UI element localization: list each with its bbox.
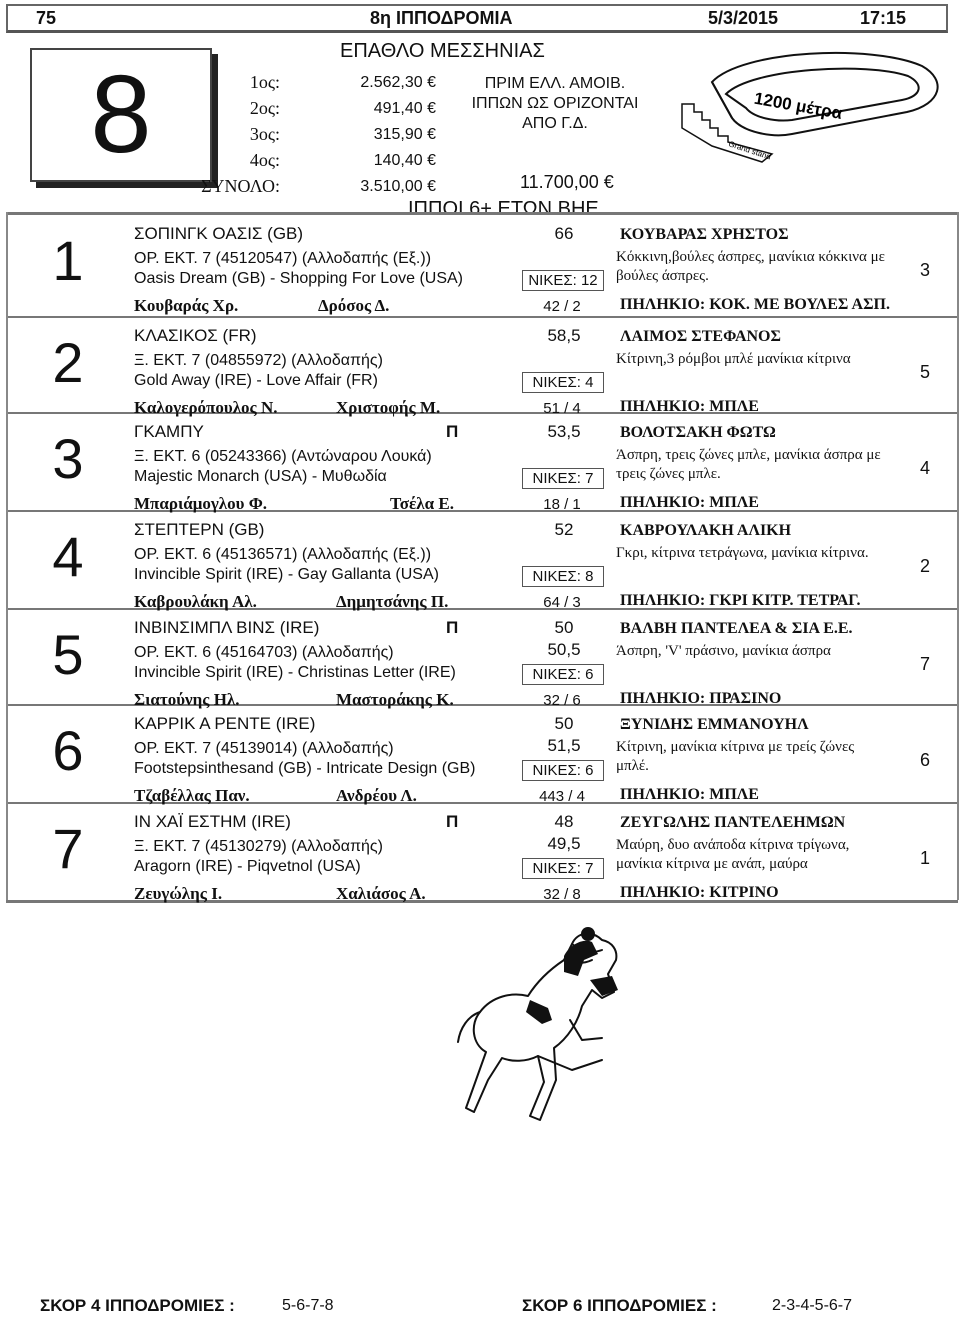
- horse-info: Ξ. ΕΚΤ. 6 (05243366) (Αντώναρου Λουκά): [134, 448, 432, 465]
- horse-name: ΚΑΡΡΙΚ Α ΡΕΝΤΕ (IRE): [134, 714, 316, 733]
- prize-label-4: 4ος:: [249, 150, 280, 170]
- meeting-title: 8η ΙΠΠΟΔΡΟΜΙΑ: [370, 8, 513, 28]
- owner-name: ΞΥΝΙΔΗΣ ΕΜΜΑΝΟΥΗΛ: [620, 716, 809, 733]
- horse-pedigree: Aragorn (IRE) - Piqvetnol (USA): [134, 858, 361, 875]
- weight: 48: [554, 812, 574, 831]
- horse-name: ΙΝ ΧΑΪ ΕΣΤΗΜ (IRE): [134, 812, 291, 831]
- cap-colors: ΠΗΛΗΚΙΟ: ΚΙΤΡΙΝΟ: [620, 884, 779, 901]
- score4-value: 5-6-7-8: [282, 1297, 334, 1314]
- weight-alt: 51,5: [547, 736, 581, 755]
- distance-label: 1200 μέτρα: [752, 88, 844, 123]
- horse-pedigree: Footstepsinthesand (GB) - Intricate Design (GB): [134, 760, 476, 777]
- prize-value-4: 140,40 €: [373, 152, 436, 169]
- prize-label-2: 2ος:: [249, 98, 280, 118]
- horse-flag: Π: [446, 618, 459, 637]
- silk-colors: Γκρι, κίτρινα τετράγωνα, μανίκια κίτρινα.: [616, 545, 869, 561]
- weight: 53,5: [547, 422, 581, 441]
- weight: 52: [554, 520, 574, 539]
- weight: 66: [554, 224, 574, 243]
- trainer-name: Χαλιάσος Α.: [336, 884, 426, 903]
- table-top-divider: [6, 212, 958, 215]
- silk-colors: Άσπρη, 'V' πράσινο, μανίκια άσπρα: [616, 643, 831, 659]
- wins-badge: ΝΙΚΕΣ: 7: [522, 858, 604, 879]
- weight-alt: 49,5: [547, 834, 581, 853]
- owner-name: ΒΑΛΒΗ ΠΑΝΤΕΛΕΑ & ΣΙΑ Ε.Ε.: [620, 620, 853, 637]
- odds: 443 / 4: [539, 788, 585, 805]
- silk-colors: Άσπρη, τρεις ζώνες μπλε, μανίκια άσπρα με τρεις ζώνες μπλε.: [616, 447, 881, 482]
- prize-label-3: 3ος:: [249, 124, 280, 144]
- wins-badge: ΝΙΚΕΣ: 4: [522, 372, 604, 393]
- track-map-icon: [672, 42, 952, 172]
- post-position: 1: [919, 848, 930, 868]
- wins-badge: ΝΙΚΕΣ: 6: [522, 760, 604, 781]
- horse-name: ΙΝΒΙΝΣΙΜΠΛ ΒΙΝΣ (IRE): [134, 618, 320, 637]
- horse-name: ΣΤΕΠΤΕΡΝ (GB): [134, 520, 265, 539]
- horse-flag: Π: [446, 422, 459, 441]
- score6-value: 2-3-4-5-6-7: [772, 1297, 853, 1314]
- horse-name: ΚΛΑΣΙΚΟΣ (FR): [134, 326, 257, 345]
- wins-badge: ΝΙΚΕΣ: 7: [522, 468, 604, 489]
- jockey-name: Μπαριάμογλου Φ.: [134, 494, 268, 513]
- trainer-name: Δρόσος Δ.: [318, 296, 390, 315]
- weight: 50: [554, 714, 574, 733]
- weight-alt: 50,5: [547, 640, 581, 659]
- horse-name: ΣΟΠΙΝΓΚ ΟΑΣΙΣ (GB): [134, 224, 304, 243]
- weight: 58,5: [547, 326, 581, 345]
- bonus-line-1: ΠΡΙΜ ΕΛΛ. ΑΜΟΙΒ.: [484, 75, 626, 92]
- post-position: 2: [919, 556, 930, 576]
- runner-number: 1: [52, 229, 84, 292]
- race-number: 8: [90, 53, 152, 176]
- prize-value-2: 491,40 €: [373, 100, 436, 117]
- post-position: 7: [919, 654, 930, 674]
- bonus-line-3: ΑΠΟ Γ.Δ.: [522, 115, 588, 132]
- silk-colors: Κίτρινη, μανίκια κίτρινα με τρείς ζώνες μπλέ.: [616, 739, 855, 774]
- bonus-line-2: ΙΠΠΩΝ ΩΣ ΟΡΙΖΟΝΤΑΙ: [471, 95, 639, 112]
- jockey-name: Σιατούνης Ηλ.: [134, 690, 240, 709]
- horse-info: Ξ. ΕΚΤ. 7 (04855972) (Αλλοδαπής): [134, 352, 383, 369]
- odds: 42 / 2: [543, 298, 581, 315]
- post-position: 3: [919, 260, 930, 280]
- owner-name: ΚΑΒΡΟΥΛΑΚΗ ΑΛΙΚΗ: [620, 522, 792, 539]
- runner-number: 4: [52, 525, 84, 588]
- silk-colors: Μαύρη, δυο ανάποδα κίτρινα τρίγωνα, μανίκια κίτρινα με ανάπ, μαύρα: [616, 837, 850, 872]
- prize-value-total: 3.510,00 €: [360, 178, 436, 195]
- runner-number: 3: [52, 427, 84, 490]
- wins-badge: ΝΙΚΕΣ: 8: [522, 566, 604, 587]
- race-time: 17:15: [860, 8, 907, 28]
- jockey-name: Καβρουλάκη Αλ.: [134, 592, 257, 611]
- cap-colors: ΠΗΛΗΚΙΟ: ΜΠΛΕ: [620, 398, 759, 415]
- runner-number: 7: [52, 817, 84, 880]
- score4-label: ΣΚΟΡ 4 ΙΠΠΟΔΡΟΜΙΕΣ :: [40, 1296, 235, 1315]
- horse-pedigree: Majestic Monarch (USA) - Μυθωδία: [134, 468, 387, 485]
- horse-pedigree: Oasis Dream (GB) - Shopping For Love (USA): [134, 270, 463, 287]
- jockey-name: Κουβαράς Χρ.: [134, 296, 239, 315]
- page-number: 75: [36, 8, 57, 28]
- horse-info: ΟΡ. ΕΚΤ. 6 (45136571) (Αλλοδαπής (Εξ.)): [134, 546, 432, 563]
- horse-info: ΟΡ. ΕΚΤ. 6 (45164703) (Αλλοδαπής): [134, 644, 394, 661]
- horse-pedigree: Gold Away (IRE) - Love Affair (FR): [134, 372, 378, 389]
- race-date: 5/3/2015: [708, 8, 779, 28]
- trainer-name: Μαστοράκης Κ.: [336, 690, 454, 709]
- trainer-name: Τσέλα Ε.: [390, 494, 454, 513]
- race-category: ΙΠΠΟΙ 6+ ΕΤΩΝ ΒΗΕ: [408, 198, 599, 220]
- odds: 64 / 3: [543, 594, 581, 611]
- score6-label: ΣΚΟΡ 6 ΙΠΠΟΔΡΟΜΙΕΣ :: [522, 1296, 717, 1315]
- runner-number: 2: [52, 331, 84, 394]
- jockey-name: Ζευγώλης Ι.: [134, 884, 223, 903]
- row-divider-1: [6, 316, 958, 318]
- owner-name: ΚΟΥΒΑΡΑΣ ΧΡΗΣΤΟΣ: [620, 226, 789, 243]
- horse-info: ΟΡ. ΕΚΤ. 7 (45139014) (Αλλοδαπής): [134, 740, 394, 757]
- racehorse-illustration-icon: [452, 920, 662, 1160]
- post-position: 5: [919, 362, 930, 382]
- post-position: 6: [919, 750, 930, 770]
- trainer-name: Ανδρέου Λ.: [336, 786, 417, 805]
- cap-colors: ΠΗΛΗΚΙΟ: ΠΡΑΣΙΝΟ: [620, 690, 782, 707]
- wins-badge: ΝΙΚΕΣ: 6: [522, 664, 604, 685]
- left-border: [6, 212, 8, 900]
- horse-info: ΟΡ. ΕΚΤ. 7 (45120547) (Αλλοδαπής (Εξ.)): [134, 250, 432, 267]
- silk-colors: Κίτρινη,3 ρόμβοι μπλέ μανίκια κίτρινα: [616, 351, 851, 367]
- owner-name: ΒΟΛΟΤΣΑΚΗ ΦΩΤΩ: [620, 424, 776, 441]
- owner-name: ΛΑΙΜΟΣ ΣΤΕΦΑΝΟΣ: [620, 328, 781, 345]
- odds: 32 / 6: [543, 692, 581, 709]
- header-bar: [6, 4, 948, 33]
- horse-pedigree: Invincible Spirit (IRE) - Gay Gallanta (USA): [134, 566, 439, 583]
- horse-name: ΓΚΑΜΠΥ: [134, 422, 204, 441]
- odds: 51 / 4: [543, 400, 581, 417]
- jockey-name: Τζαβέλλας Παν.: [134, 786, 250, 805]
- prize-label-1: 1ος:: [249, 72, 280, 92]
- trainer-name: Δημητσάνης Π.: [336, 592, 449, 611]
- right-border: [957, 212, 959, 900]
- horse-info: Ξ. ΕΚΤ. 7 (45130279) (Αλλοδαπής): [134, 838, 383, 855]
- cap-colors: ΠΗΛΗΚΙΟ: ΜΠΛΕ: [620, 786, 759, 803]
- jockey-name: Καλογερόπουλος Ν.: [134, 398, 278, 417]
- bonus-block: [450, 74, 660, 134]
- silk-colors: Κόκκινη,βούλες άσπρες, μανίκια κόκκινα με βούλες άσπρες.: [616, 249, 885, 284]
- grandstand-label: Grand stand: [727, 139, 773, 162]
- runner-number: 5: [52, 623, 84, 686]
- runner-number: 6: [52, 719, 84, 782]
- weight: 50: [554, 618, 574, 637]
- prize-value-1: 2.562,30 €: [360, 74, 436, 91]
- horse-flag: Π: [446, 812, 459, 831]
- trainer-name: Χριστοφής Μ.: [336, 398, 441, 417]
- cap-colors: ΠΗΛΗΚΙΟ: ΓΚΡΙ ΚΙΤΡ. ΤΕΤΡΑΓ.: [620, 592, 861, 609]
- horse-pedigree: Invincible Spirit (IRE) - Christinas Letter (IRE): [134, 664, 456, 681]
- prize-value-3: 315,90 €: [373, 126, 436, 143]
- race-title: ΕΠΑΘΛΟ ΜΕΣΣΗΝΙΑΣ: [340, 40, 545, 62]
- odds: 18 / 1: [543, 496, 581, 513]
- prize-label-total: ΣΥΝΟΛΟ:: [201, 176, 280, 196]
- owner-name: ΖΕΥΓΩΛΗΣ ΠΑΝΤΕΛΕΗΜΩΝ: [620, 814, 846, 831]
- bonus-value: 11.700,00 €: [520, 172, 614, 192]
- cap-colors: ΠΗΛΗΚΙΟ: ΚΟΚ. ΜΕ ΒΟΥΛΕΣ ΑΣΠ.: [620, 296, 890, 313]
- odds: 32 / 8: [543, 886, 581, 903]
- wins-badge: ΝΙΚΕΣ: 12: [522, 270, 604, 291]
- post-position: 4: [919, 458, 930, 478]
- cap-colors: ΠΗΛΗΚΙΟ: ΜΠΛΕ: [620, 494, 759, 511]
